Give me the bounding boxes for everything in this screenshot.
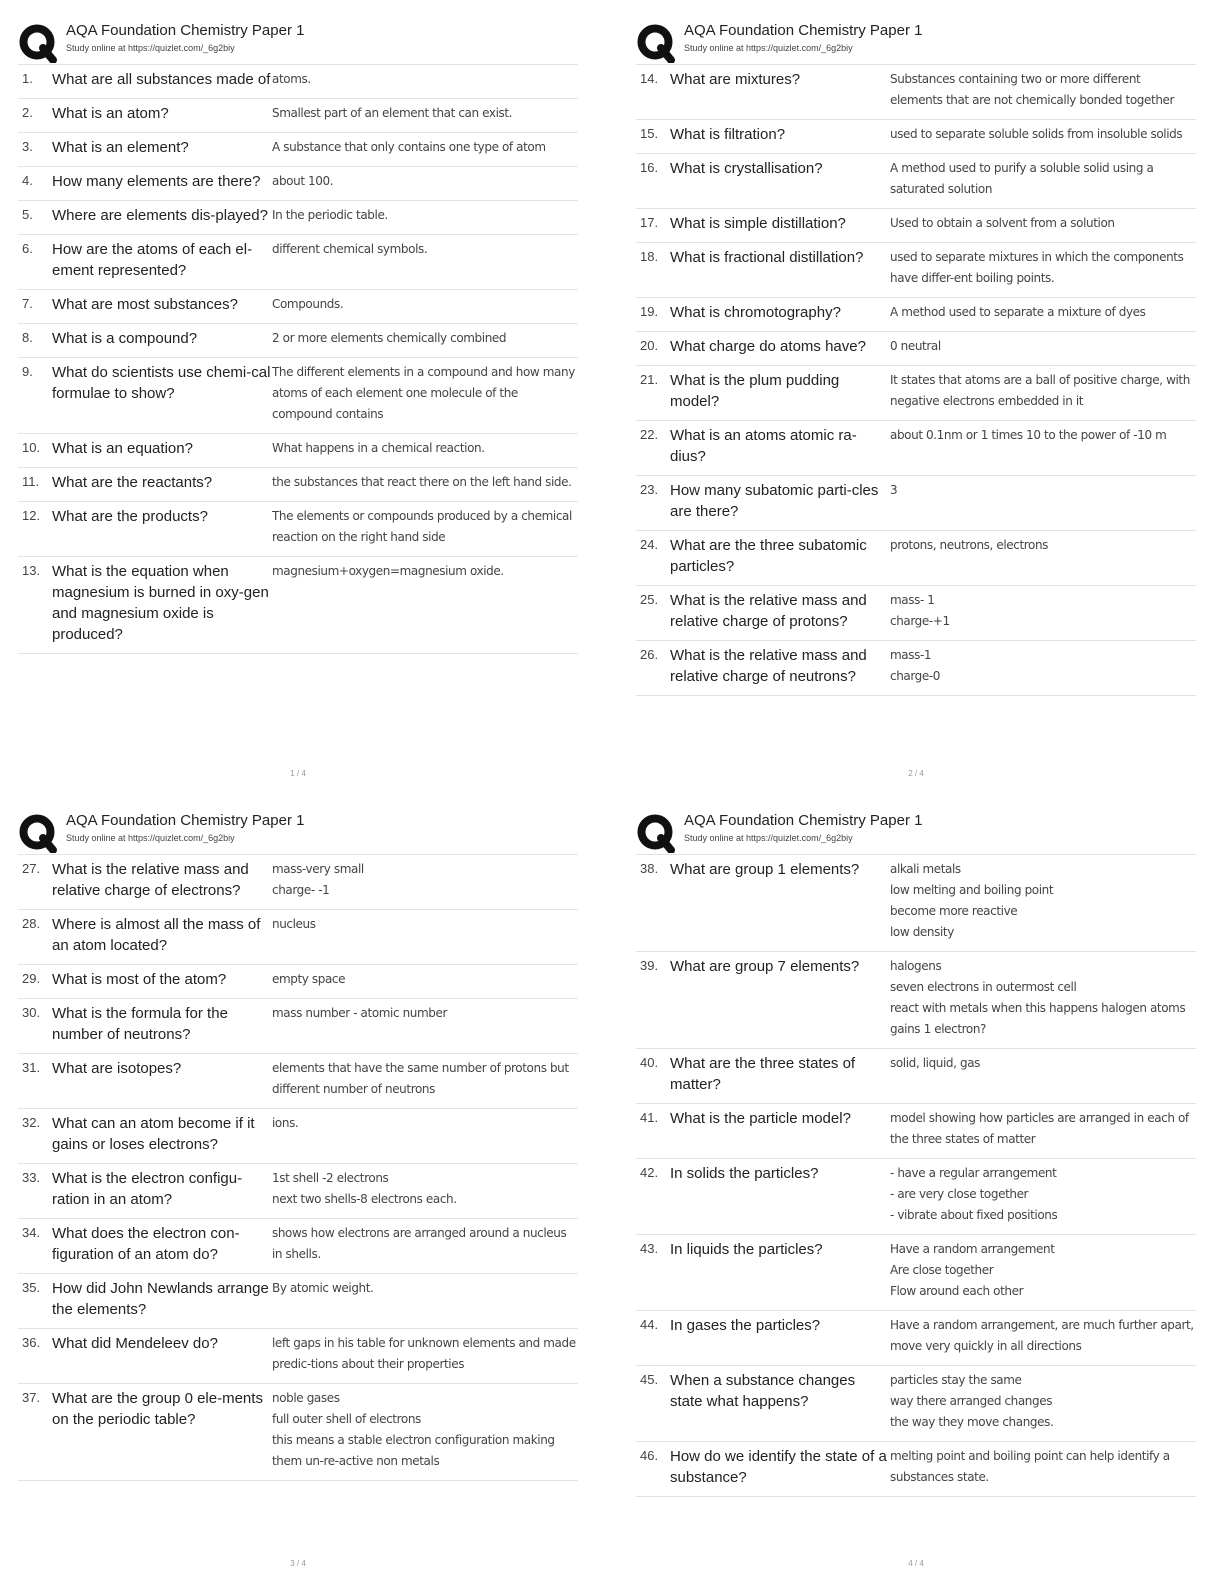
study-online-link[interactable]: Study online at https://quizlet.com/_6g2biy (684, 833, 853, 843)
definition-line: way there arranged changes (890, 1394, 1053, 1408)
definition-line: seven electrons in outermost cell (890, 980, 1077, 994)
card-row (636, 1235, 1196, 1311)
card-definition (890, 1315, 1196, 1357)
card-number: 6. (22, 241, 33, 256)
page-3 (18, 808, 578, 1578)
card-definition (890, 247, 1196, 289)
card-row (636, 421, 1196, 476)
card-term: What are the group 0 ele-ments on the periodic table? (52, 1390, 263, 1428)
card-term: What does the electron con-figuration of an atom do? (52, 1225, 240, 1263)
card-number: 2. (22, 105, 33, 120)
definition-line: 1st shell -2 electrons (272, 1171, 389, 1185)
card-number: 12. (22, 508, 41, 523)
definition-line: Used to obtain a solvent from a solution (890, 216, 1115, 230)
definition-line: A substance that only contains one type of atom (272, 140, 546, 154)
card-term: What is the electron configu-ration in an atom? (52, 1170, 243, 1208)
definition-line: charge- -1 (272, 883, 330, 897)
card-term: What is an equation? (52, 440, 193, 457)
card-number: 8. (22, 330, 33, 345)
card-number: 5. (22, 207, 33, 222)
card-number: 24. (640, 537, 659, 552)
card-number: 46. (640, 1448, 659, 1463)
card-number: 41. (640, 1110, 659, 1125)
definition-line: The different elements in a compound and how many atoms of each element one molecule of the compound contains (272, 365, 575, 421)
card-row (18, 324, 578, 358)
card-number: 35. (22, 1280, 41, 1295)
definition-line: - have a regular arrangement (890, 1166, 1057, 1180)
card-row (636, 209, 1196, 243)
card-row (18, 1384, 578, 1481)
definition-line: empty space (272, 972, 346, 986)
card-number: 13. (22, 563, 41, 578)
card-row (636, 120, 1196, 154)
card-term: What is the formula for the number of neutrons? (52, 1005, 228, 1043)
card-term: What charge do atoms have? (670, 338, 866, 355)
card-term: What is most of the atom? (52, 971, 227, 988)
card-row (18, 1164, 578, 1219)
definition-line: What happens in a chemical reaction. (272, 441, 485, 455)
card-number: 45. (640, 1372, 659, 1387)
card-term: In liquids the particles? (670, 1241, 823, 1258)
card-number: 22. (640, 427, 659, 442)
definition-line: react with metals when this happens halogen atoms gains 1 electron? (890, 1001, 1186, 1036)
card-row (18, 99, 578, 133)
card-term: What are group 1 elements? (670, 861, 860, 878)
card-definition (272, 362, 578, 425)
card-row (636, 1366, 1196, 1442)
page-title: AQA Foundation Chemistry Paper 1 (684, 22, 923, 39)
card-term: What is simple distillation? (670, 215, 846, 232)
card-number: 32. (22, 1115, 41, 1130)
page-number: 4 / 4 (908, 1559, 924, 1568)
card-definition (272, 472, 578, 493)
card-number: 26. (640, 647, 659, 662)
card-list (18, 854, 578, 1481)
definition-line: mass number - atomic number (272, 1006, 448, 1020)
definition-line: charge-0 (890, 669, 941, 683)
card-term: Where are elements dis-played? (52, 207, 268, 224)
card-number: 20. (640, 338, 659, 353)
card-definition (890, 956, 1196, 1040)
card-definition (890, 859, 1196, 943)
card-definition (272, 914, 578, 956)
card-term: What are all substances made of (52, 71, 271, 88)
definition-line: magnesium+oxygen=magnesium oxide. (272, 564, 504, 578)
card-list (18, 64, 578, 654)
definition-line: A method used to separate a mixture of dyes (890, 305, 1146, 319)
card-row (636, 1049, 1196, 1104)
definition-line: next two shells-8 electrons each. (272, 1192, 457, 1206)
card-term: What is a compound? (52, 330, 198, 347)
definition-line: this means a stable electron configuration making them un-re-active non metals (272, 1433, 555, 1468)
definition-line: - are very close together (890, 1187, 1029, 1201)
definition-line: 3 (890, 483, 898, 497)
card-row (636, 531, 1196, 586)
definition-line: particles stay the same (890, 1373, 1022, 1387)
card-number: 7. (22, 296, 33, 311)
card-list (636, 854, 1196, 1497)
card-row (636, 952, 1196, 1049)
page-header (636, 18, 1196, 64)
card-definition (272, 438, 578, 459)
definition-line: In the periodic table. (272, 208, 388, 222)
card-row (18, 201, 578, 235)
card-row (18, 557, 578, 654)
card-definition (272, 137, 578, 158)
card-row (636, 641, 1196, 696)
card-term: How many elements are there? (52, 173, 261, 190)
card-row (18, 855, 578, 910)
card-term: What is fractional distillation? (670, 249, 864, 266)
card-term: What are mixtures? (670, 71, 801, 88)
card-definition (272, 103, 578, 124)
card-definition (272, 859, 578, 901)
page-header (636, 808, 1196, 854)
card-definition (890, 370, 1196, 412)
card-row (636, 154, 1196, 209)
card-number: 27. (22, 861, 41, 876)
definition-line: low melting and boiling point (890, 883, 1054, 897)
card-row (18, 65, 578, 99)
definition-line: nucleus (272, 917, 316, 931)
card-number: 33. (22, 1170, 41, 1185)
card-term: Where is almost all the mass of an atom located? (52, 916, 261, 954)
card-row (636, 1159, 1196, 1235)
card-number: 44. (640, 1317, 659, 1332)
card-definition (272, 239, 578, 281)
card-row (636, 65, 1196, 120)
card-term: What are isotopes? (52, 1060, 182, 1077)
page-1 (18, 18, 578, 788)
card-definition (272, 1113, 578, 1155)
card-definition (890, 336, 1196, 357)
card-definition (272, 1003, 578, 1045)
card-definition (272, 561, 578, 645)
card-definition (890, 425, 1196, 467)
page-title: AQA Foundation Chemistry Paper 1 (684, 812, 923, 829)
definition-line: Have a random arrangement (890, 1242, 1055, 1256)
definition-line: ions. (272, 1116, 299, 1130)
quizlet-logo-icon (636, 813, 676, 853)
card-number: 18. (640, 249, 659, 264)
card-row (18, 434, 578, 468)
card-row (636, 476, 1196, 531)
card-row (18, 1329, 578, 1384)
card-number: 21. (640, 372, 659, 387)
card-definition (272, 506, 578, 548)
card-row (18, 133, 578, 167)
card-number: 23. (640, 482, 659, 497)
card-row (18, 1219, 578, 1274)
card-term: What are most substances? (52, 296, 238, 313)
definition-line: used to separate soluble solids from insoluble solids (890, 127, 1183, 141)
definition-line: left gaps in his table for unknown elements and made predic-tions about their properties (272, 1336, 576, 1371)
card-term: What is an atoms atomic ra-dius? (670, 427, 857, 465)
quizlet-logo-icon (18, 23, 58, 63)
page-title: AQA Foundation Chemistry Paper 1 (66, 812, 305, 829)
card-term: How do we identify the state of a substance? (670, 1448, 887, 1486)
card-term: What are the reactants? (52, 474, 213, 491)
definition-line: the substances that react there on the left hand side. (272, 475, 572, 489)
card-term: What is an element? (52, 139, 189, 156)
definition-line: low density (890, 925, 954, 939)
card-term: When a substance changes state what happens? (670, 1372, 856, 1410)
definition-line: mass- 1 (890, 593, 935, 607)
card-number: 40. (640, 1055, 659, 1070)
quizlet-logo-icon (18, 813, 58, 853)
card-term: What did Mendeleev do? (52, 1335, 218, 1352)
definition-line: mass-very small (272, 862, 364, 876)
card-definition (890, 1163, 1196, 1226)
card-term: What can an atom become if it gains or loses electrons? (52, 1115, 255, 1153)
card-row (18, 910, 578, 965)
page-number: 2 / 4 (908, 769, 924, 778)
page-header (18, 808, 578, 854)
definition-line: By atomic weight. (272, 1281, 374, 1295)
card-term: In solids the particles? (670, 1165, 819, 1182)
page-header (18, 18, 578, 64)
definition-line: charge-+1 (890, 614, 950, 628)
card-definition (890, 1446, 1196, 1488)
definition-line: protons, neutrons, electrons (890, 538, 1049, 552)
definition-line: The elements or compounds produced by a chemical reaction on the right hand side (272, 509, 572, 544)
card-definition (890, 158, 1196, 200)
card-row (636, 855, 1196, 952)
card-row (18, 468, 578, 502)
card-definition (890, 1370, 1196, 1433)
card-definition (272, 1223, 578, 1265)
card-number: 19. (640, 304, 659, 319)
definition-line: solid, liquid, gas (890, 1056, 981, 1070)
card-row (18, 235, 578, 290)
card-definition (272, 1333, 578, 1375)
card-definition (890, 1239, 1196, 1302)
card-definition (890, 1053, 1196, 1095)
card-term: What is the relative mass and relative charge of neutrons? (670, 647, 867, 685)
card-number: 16. (640, 160, 659, 175)
card-definition (272, 1388, 578, 1472)
page-number: 1 / 4 (290, 769, 306, 778)
study-online-link[interactable]: Study online at https://quizlet.com/_6g2biy (66, 43, 235, 53)
card-definition (272, 1168, 578, 1210)
card-row (18, 1274, 578, 1329)
card-number: 43. (640, 1241, 659, 1256)
card-row (18, 358, 578, 434)
page-title: AQA Foundation Chemistry Paper 1 (66, 22, 305, 39)
card-definition (890, 1108, 1196, 1150)
definition-line: shows how electrons are arranged around a nucleus in shells. (272, 1226, 567, 1261)
definition-line: model showing how particles are arranged in each of the three states of matter (890, 1111, 1189, 1146)
definition-line: 2 or more elements chemically combined (272, 331, 507, 345)
card-number: 30. (22, 1005, 41, 1020)
card-term: What is filtration? (670, 126, 786, 143)
card-term: In gases the particles? (670, 1317, 821, 1334)
card-definition (272, 69, 578, 90)
card-definition (890, 213, 1196, 234)
card-row (636, 243, 1196, 298)
definition-line: become more reactive (890, 904, 1018, 918)
card-definition (890, 590, 1196, 632)
card-number: 10. (22, 440, 41, 455)
card-definition (890, 645, 1196, 687)
card-definition (272, 171, 578, 192)
definition-line: full outer shell of electrons (272, 1412, 421, 1426)
card-number: 9. (22, 364, 33, 379)
card-number: 3. (22, 139, 33, 154)
definition-line: mass-1 (890, 648, 932, 662)
card-definition (272, 1278, 578, 1320)
study-online-link[interactable]: Study online at https://quizlet.com/_6g2biy (684, 43, 853, 53)
definition-line: atoms. (272, 72, 311, 86)
card-term: What is chromotography? (670, 304, 841, 321)
card-row (636, 298, 1196, 332)
card-number: 17. (640, 215, 659, 230)
card-definition (272, 205, 578, 226)
card-term: What is crystallisation? (670, 160, 823, 177)
card-term: What is the relative mass and relative charge of protons? (670, 592, 867, 630)
card-row (636, 1442, 1196, 1497)
definition-line: A method used to purify a soluble solid using a saturated solution (890, 161, 1154, 196)
card-row (636, 586, 1196, 641)
card-list (636, 64, 1196, 696)
card-term: What is an atom? (52, 105, 169, 122)
card-row (18, 965, 578, 999)
definition-line: Smallest part of an element that can exist. (272, 106, 513, 120)
quizlet-logo-icon (636, 23, 676, 63)
card-row (636, 1311, 1196, 1366)
card-row (636, 366, 1196, 421)
definition-line: 0 neutral (890, 339, 941, 353)
card-number: 38. (640, 861, 659, 876)
study-online-link[interactable]: Study online at https://quizlet.com/_6g2biy (66, 833, 235, 843)
definition-line: about 100. (272, 174, 334, 188)
card-definition (272, 294, 578, 315)
card-number: 14. (640, 71, 659, 86)
definition-line: Are close together (890, 1263, 994, 1277)
card-number: 15. (640, 126, 659, 141)
card-number: 34. (22, 1225, 41, 1240)
card-number: 31. (22, 1060, 41, 1075)
card-term: What is the relative mass and relative charge of electrons? (52, 861, 249, 899)
card-row (18, 167, 578, 201)
card-row (18, 1054, 578, 1109)
card-row (636, 1104, 1196, 1159)
definition-line: alkali metals (890, 862, 961, 876)
card-number: 39. (640, 958, 659, 973)
definition-line: Flow around each other (890, 1284, 1024, 1298)
definition-line: different chemical symbols. (272, 242, 428, 256)
card-row (636, 332, 1196, 366)
page-2 (636, 18, 1196, 788)
card-definition (890, 124, 1196, 145)
card-term: What do scientists use chemi-cal formulae to show? (52, 364, 271, 402)
card-number: 11. (22, 474, 40, 489)
card-number: 36. (22, 1335, 41, 1350)
definition-line: elements that have the same number of protons but different number of neutrons (272, 1061, 569, 1096)
definition-line: about 0.1nm or 1 times 10 to the power of -10 m (890, 428, 1167, 442)
card-row (18, 290, 578, 324)
card-definition (890, 302, 1196, 323)
definition-line: Substances containing two or more different elements that are not chemically bonded together (890, 72, 1175, 107)
card-number: 1. (22, 71, 33, 86)
card-term: What are group 7 elements? (670, 958, 860, 975)
page-number: 3 / 4 (290, 1559, 306, 1568)
card-definition (272, 328, 578, 349)
card-definition (890, 480, 1196, 522)
card-row (18, 999, 578, 1054)
card-term: What is the particle model? (670, 1110, 851, 1127)
card-definition (272, 969, 578, 990)
card-term: What are the three states of matter? (670, 1055, 856, 1093)
card-number: 37. (22, 1390, 41, 1405)
card-term: How are the atoms of each el-ement represented? (52, 241, 253, 279)
definition-line: Have a random arrangement, are much further apart, move very quickly in all directions (890, 1318, 1194, 1353)
card-term: How did John Newlands arrange the elements? (52, 1280, 269, 1318)
card-number: 28. (22, 916, 41, 931)
card-term: What are the three subatomic particles? (670, 537, 867, 575)
card-number: 4. (22, 173, 33, 188)
card-term: What are the products? (52, 508, 208, 525)
card-number: 25. (640, 592, 659, 607)
definition-line: noble gases (272, 1391, 340, 1405)
card-row (18, 1109, 578, 1164)
definition-line: used to separate mixtures in which the components have differ-ent boiling points. (890, 250, 1184, 285)
card-definition (890, 535, 1196, 577)
card-term: What is the equation when magnesium is burned in oxy-gen and magnesium oxide is produced? (52, 563, 269, 643)
definition-line: halogens (890, 959, 942, 973)
card-term: How many subatomic parti-cles are there? (670, 482, 879, 520)
card-term: What is the plum pudding model? (670, 372, 840, 410)
card-definition (272, 1058, 578, 1100)
card-number: 29. (22, 971, 41, 986)
definition-line: It states that atoms are a ball of positive charge, with negative electrons embedded in it (890, 373, 1190, 408)
definition-line: Compounds. (272, 297, 344, 311)
definition-line: - vibrate about fixed positions (890, 1208, 1058, 1222)
card-number: 42. (640, 1165, 659, 1180)
card-definition (890, 69, 1196, 111)
definition-line: the way they move changes. (890, 1415, 1054, 1429)
definition-line: melting point and boiling point can help identify a substances state. (890, 1449, 1170, 1484)
card-row (18, 502, 578, 557)
page-4 (636, 808, 1196, 1578)
